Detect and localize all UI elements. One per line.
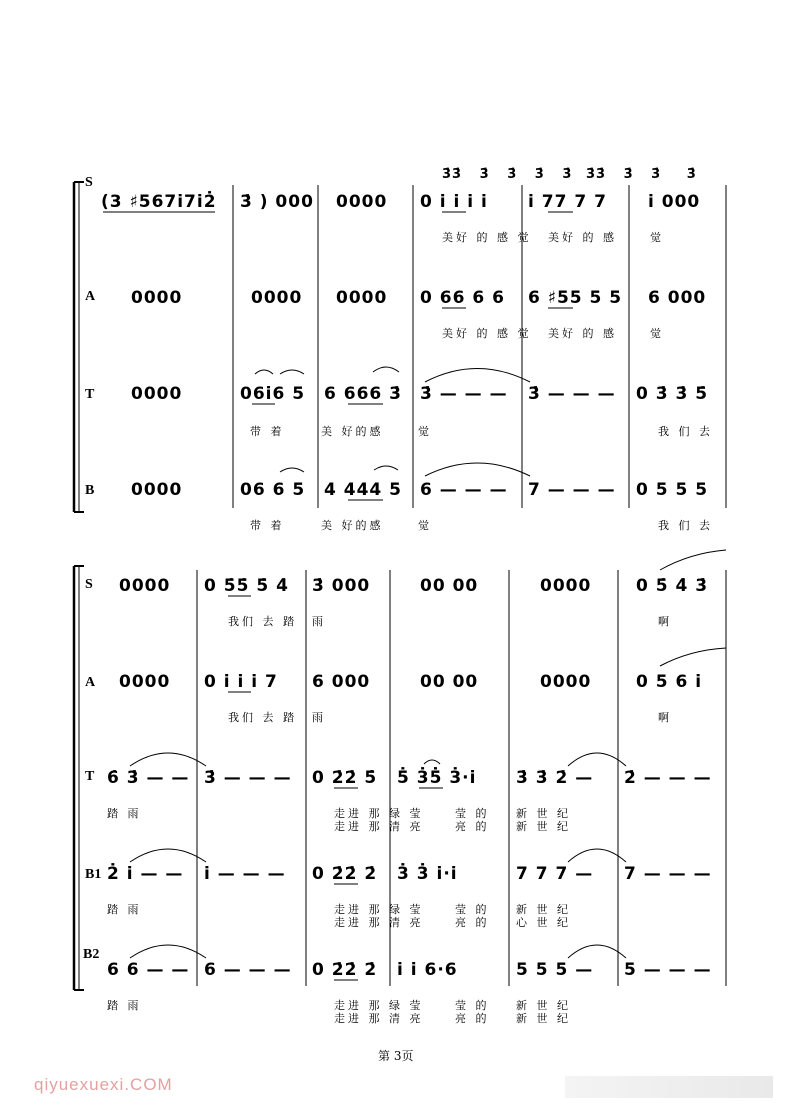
s2-tenor-lyric3a: 莹 的: [455, 807, 490, 820]
s1-bass-lyric3: 觉: [418, 519, 432, 532]
high-note: 3̇: [686, 167, 697, 182]
s2-bass2-m6: 5 — — —: [624, 960, 712, 980]
s1-tenor-m4: 3̇ — — —: [420, 384, 508, 404]
s2-tenor-m1: 6̇ 3̇ — —: [107, 768, 190, 788]
s2-bass2-lyric4a: 新 世 纪: [516, 999, 571, 1012]
s2-bass1-m4: 3̇ 3̇ i·i: [397, 864, 458, 884]
s1-tenor-lyric4: 我 们 去: [658, 425, 713, 438]
s2-alto-lyric2: 雨: [312, 711, 326, 724]
s1-soprano-m6: i 000: [648, 192, 701, 212]
s1-soprano-lyric1: 美好 的 感 觉: [442, 231, 532, 244]
staff-label-t: T: [85, 387, 95, 402]
high-note: 3̇3̇: [442, 167, 463, 182]
s1-tenor-m2: 06i6 5: [240, 384, 306, 404]
s2-alto-m6: 0 5 6 i: [636, 672, 703, 692]
s2-bass1-lyric4a: 新 世 纪: [516, 903, 571, 916]
s1-bass-m4: 6 — — —: [420, 480, 508, 500]
s1-bass-m1: 0000: [131, 480, 183, 500]
s2-alto-m5: 0000: [540, 672, 592, 692]
s1-alto-lyric1: 美好 的 感 觉: [442, 327, 532, 340]
high-note: 3̇: [651, 167, 662, 182]
s2-alto-m1: 0000: [119, 672, 171, 692]
s2-bass1-m5: 7 7 7 —: [516, 864, 594, 884]
s1-soprano-lyric2: 美好 的 感: [548, 231, 617, 244]
s2-bass1-lyric2b: 走进 那 清 亮: [334, 916, 424, 929]
s1-alto-m4: 0 66 6 6: [420, 288, 505, 308]
s2-bass1-lyric4b: 心 世 纪: [516, 916, 571, 929]
s2-alto-m3: 6 000: [312, 672, 371, 692]
s2-bass1-lyric3b: 亮 的: [455, 916, 490, 929]
s1-bass-m5: 7 — — —: [528, 480, 616, 500]
s1-soprano-m2: 3̇ ) 000: [240, 192, 314, 212]
staff-label-s2: S: [85, 577, 93, 592]
s2-tenor-lyric1: 踏 雨: [107, 807, 142, 820]
s1-soprano-m4: 0 i i i i: [420, 192, 488, 212]
s2-bass2-lyric2a: 走进 那 绿 莹: [334, 999, 424, 1012]
s2-bass2-lyric3a: 莹 的: [455, 999, 490, 1012]
s2-bass1-m2: i — — —: [204, 864, 286, 884]
s1-bass-lyric4: 我 们 去: [658, 519, 713, 532]
s2-tenor-lyric3b: 亮 的: [455, 820, 490, 833]
s1-alto-m6: 6 000: [648, 288, 707, 308]
s2-soprano-lyric3: 啊: [658, 615, 672, 628]
s2-bass1-m1: 2̇ i — —: [107, 864, 184, 884]
s1-tenor-m6: 0 3̇ 3̇ 5̇: [636, 384, 709, 404]
s2-soprano-m2: 0 5̇5̇ 5̇ 4̇: [204, 576, 289, 596]
staff-label-t2: T: [85, 769, 95, 784]
s2-bass2-lyric4b: 新 世 纪: [516, 1012, 571, 1025]
page-number: 第 3页: [378, 1049, 414, 1063]
s2-tenor-m4: 5̇ 3̇5̇ 3̇·i: [397, 768, 477, 788]
high-note: 3̇: [534, 167, 545, 182]
s1-soprano-lyric3: 觉: [650, 231, 664, 244]
staff-label-b1: B1: [85, 867, 102, 882]
s2-soprano-lyric2: 雨: [312, 615, 326, 628]
s1-tenor-lyric3: 觉: [418, 425, 432, 438]
s2-alto-m2: 0 i i i 7: [204, 672, 278, 692]
staff-label-b2: B2: [83, 947, 100, 962]
s1-alto-m2: 0000: [251, 288, 303, 308]
s1-bass-lyric1: 带 着: [250, 519, 285, 532]
s2-bass2-m5: 5 5 5 —: [516, 960, 594, 980]
s1-alto-m5: 6 ♯55 5 5: [528, 288, 623, 308]
s2-tenor-m3: 0 2̇2̇ 5̇: [312, 768, 378, 788]
s1-alto-m3: 0000: [336, 288, 388, 308]
s1-tenor-m1: 0000: [131, 384, 183, 404]
s1-tenor-lyric2: 美 好的感: [321, 425, 384, 438]
s1-alto-m1: 0000: [131, 288, 183, 308]
s2-soprano-m6: 0 5̇ 4̇ 3̇: [636, 576, 709, 596]
s1-tenor-m5: 3̇ — — —: [528, 384, 616, 404]
watermark: qiyuexuexi.COM: [34, 1075, 173, 1094]
s2-alto-lyric1: 我们 去 踏: [228, 711, 297, 724]
s1-bass-m3: 4 444 5: [324, 480, 402, 500]
s2-tenor-lyric2a: 走进 那 绿 莹: [334, 807, 424, 820]
staff-label-b: B: [85, 483, 95, 498]
high-note: 3̇3̇: [585, 167, 607, 182]
high-note: 3̇: [507, 167, 518, 182]
s1-alto-lyric2: 美好 的 感: [548, 327, 617, 340]
s2-bass2-lyric1: 踏 雨: [107, 999, 142, 1012]
s2-tenor-lyric4a: 新 世 纪: [516, 807, 571, 820]
s1-soprano-m1: (3 ♯567i7i2̇: [101, 192, 217, 212]
high-note: 3̇: [479, 167, 490, 182]
system2-ties: [130, 550, 726, 958]
s1-tenor-m3: 6 666 3̇: [324, 384, 402, 404]
s2-bass1-lyric3a: 莹 的: [455, 903, 490, 916]
s2-soprano-lyric1: 我们 去 踏: [228, 615, 297, 628]
high-note: 3̇: [562, 167, 573, 182]
s2-bass2-lyric2b: 走进 那 清 亮: [334, 1012, 424, 1025]
staff-label-a: A: [85, 289, 96, 304]
s1-bass-m6: 0 5 5 5: [636, 480, 709, 500]
system2-bracket: [74, 566, 84, 990]
footer-bar: [565, 1076, 773, 1098]
s2-alto-lyric3: 啊: [658, 711, 672, 724]
s2-soprano-m4: 00 00: [420, 576, 479, 596]
s2-tenor-lyric2b: 走进 那 清 亮: [334, 820, 424, 833]
staff-label-a2: A: [85, 675, 96, 690]
s2-alto-m4: 00 00: [420, 672, 479, 692]
s1-bass-m2: 06 6 5: [240, 480, 306, 500]
s2-bass1-lyric2a: 走进 那 绿 莹: [334, 903, 424, 916]
s2-bass2-m1: 6 6 — —: [107, 960, 190, 980]
s1-tenor-lyric1: 带 着: [250, 425, 285, 438]
s2-soprano-m3: 3̇ 000: [312, 576, 371, 596]
high-note: 3̇: [623, 167, 634, 182]
s2-bass2-lyric3b: 亮 的: [455, 1012, 490, 1025]
system1-bracket: [74, 182, 84, 512]
s2-bass1-m3: 0 2̇2̇ 2̇: [312, 864, 378, 884]
s2-tenor-m5: 3̇ 3̇ 2̇ —: [516, 768, 594, 788]
s1-bass-lyric2: 美 好的感: [321, 519, 384, 532]
s1-alto-lyric3: 觉: [650, 327, 664, 340]
s1-soprano-m3: 0000: [336, 192, 388, 212]
staff-label-s: S: [85, 175, 93, 190]
s2-bass1-lyric1: 踏 雨: [107, 903, 142, 916]
s2-soprano-m1: 0000: [119, 576, 171, 596]
soprano-high-notes: [442, 168, 697, 181]
s2-tenor-m6: 2̇ — — —: [624, 768, 712, 788]
s2-bass2-m2: 6 — — —: [204, 960, 292, 980]
s2-bass2-m4: i i 6·6: [397, 960, 458, 980]
s2-soprano-m5: 0000: [540, 576, 592, 596]
s2-tenor-lyric4b: 新 世 纪: [516, 820, 571, 833]
s2-bass2-m3: 0 2̇2̇ 2̇: [312, 960, 378, 980]
s2-tenor-m2: 3̇ — — —: [204, 768, 292, 788]
s2-bass1-m6: 7 — — —: [624, 864, 712, 884]
s1-soprano-m5: i 77 7 7: [528, 192, 607, 212]
